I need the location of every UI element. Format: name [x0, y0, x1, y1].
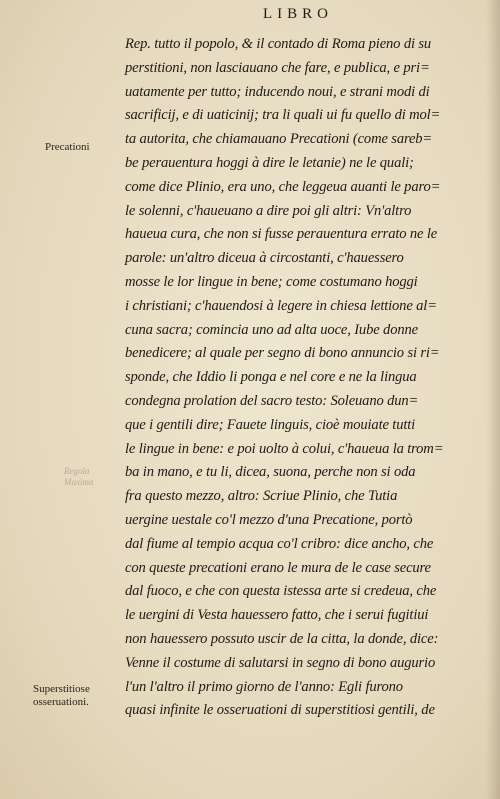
margin-note-line-1: Superstitiose	[33, 683, 90, 695]
margin-note-superstitiose	[33, 683, 90, 709]
faint-marginal-mark	[64, 466, 94, 488]
text-line: perstitioni, non lasciauano che fare, e publica, e pri=	[125, 59, 430, 76]
text-line: come dice Plinio, era uno, che leggeua auanti le paro=	[125, 178, 441, 195]
text-line: uergine uestale co'l mezzo d'una Precatione, portò	[125, 511, 413, 528]
text-line: sacrificij, e di uaticinij; tra li quali ui fu quello di mol=	[125, 107, 441, 124]
running-header	[0, 6, 500, 23]
text-line: que i gentili dire; Fauete linguis, cioè mouiate tutti	[125, 416, 416, 433]
faint-mark-2: Maxima	[64, 477, 94, 487]
text-line: Venne il costume di salutarsi in segno di bono augurio	[125, 654, 436, 671]
text-line: le uergini di Vesta hauessero fatto, che i serui fugitiui	[125, 607, 429, 624]
text-line: i christiani; c'hauendosi à legere in chiesa lettione al=	[125, 297, 437, 314]
text-line: quasi infinite le osseruationi di superstitiosi gentili, de	[125, 702, 435, 719]
text-line: benedicere; al quale per segno di bono annuncio si ri=	[125, 345, 440, 362]
text-line: le lingue in bene: e poi uolto à colui, c'haueua la trom=	[125, 440, 444, 457]
running-header-title: LIBRO	[263, 6, 333, 22]
text-line: con queste precationi erano le mura de le case secure	[125, 559, 431, 576]
main-text-block	[125, 33, 487, 723]
text-line: mosse le lor lingue in bene; come costumano hoggi	[125, 273, 418, 290]
text-line: l'un l'altro il primo giorno de l'anno: Egli furono	[125, 678, 403, 695]
text-line: dal fuoco, e che con questa istessa arte si credeua, che	[125, 583, 437, 600]
text-line: condegna prolation del sacro testo: Soleuano dun=	[125, 392, 419, 409]
text-line: parole: un'altro diceua à circostanti, c'hauessero	[125, 250, 404, 267]
text-line: be perauentura hoggi à dire le letanie) ne le quali;	[125, 154, 414, 171]
margin-note-precationi: Precationi	[45, 141, 90, 153]
text-line: sponde, che Iddio li ponga e nel core e ne la lingua	[125, 369, 417, 386]
text-line: ta autorita, che chiamauano Precationi (come sareb=	[125, 131, 433, 148]
text-line: uatamente per tutto; inducendo noui, e strani modi di	[125, 83, 430, 100]
faint-mark-1: Regola	[64, 466, 90, 476]
text-line: ba in mano, e tu li, dicea, suona, perche non si oda	[125, 464, 416, 481]
text-line: fra questo mezzo, altro: Scriue Plinio, che Tutia	[125, 488, 398, 505]
text-line: Rep. tutto il popolo, & il contado di Roma pieno di su	[125, 36, 432, 52]
text-line: cuna sacra; comincia uno ad alta uoce, Iube donne	[125, 321, 418, 338]
text-line: dal fiume al tempio acqua co'l cribro: dice ancho, che	[125, 535, 434, 552]
text-line: non hauessero possuto uscir de la citta, la donde, dice:	[125, 630, 439, 647]
text-line: le solenni, c'haueuano a dire poi gli altri: Vn'altro	[125, 202, 412, 219]
margin-note-line-2: osseruationi.	[33, 696, 89, 708]
page-edge-shadow	[486, 0, 500, 799]
text-line: haueua cura, che non si fusse perauentura errato ne le	[125, 226, 438, 243]
